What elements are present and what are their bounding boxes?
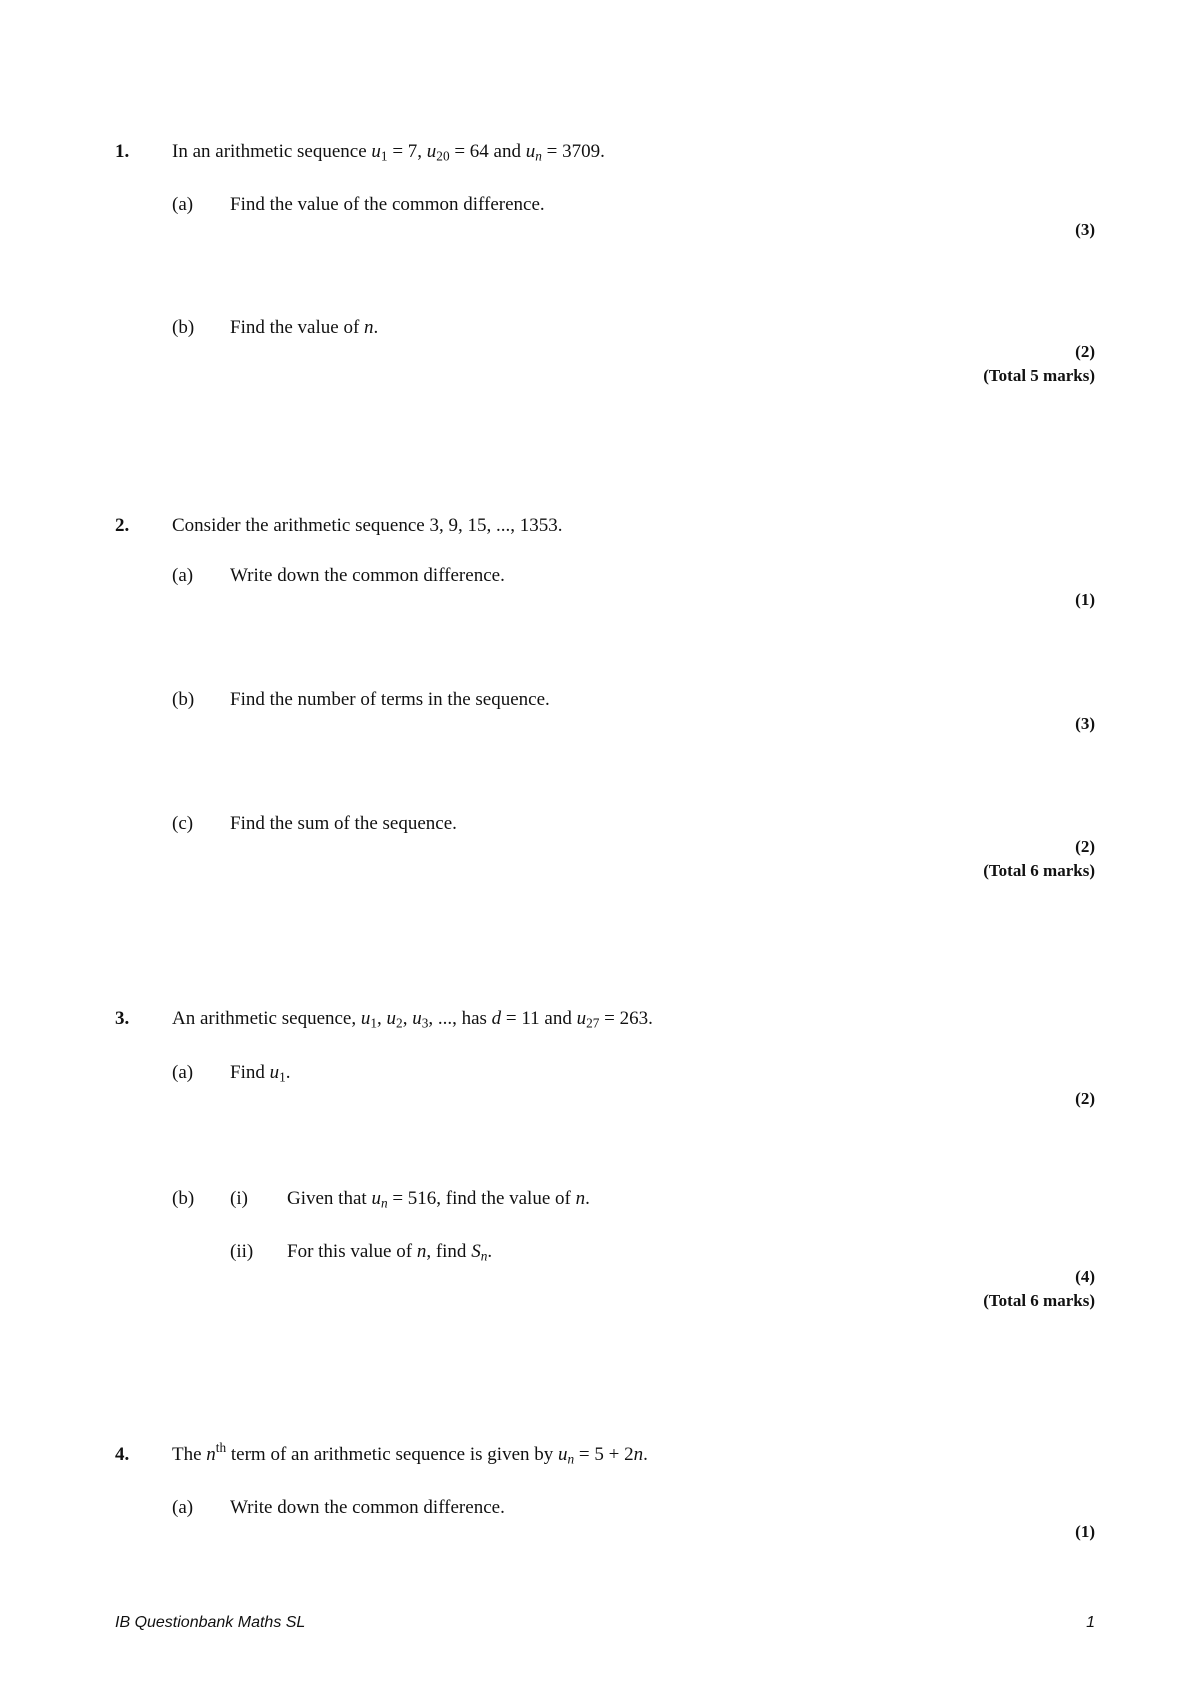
question-2a-text: Write down the common difference.: [230, 565, 505, 586]
question-2c-marks: (2): [1075, 837, 1095, 856]
question-2-total-marks: (Total 6 marks): [983, 861, 1095, 880]
question-1-total-marks: (Total 5 marks): [983, 366, 1095, 385]
question-4a-text: Write down the common difference.: [230, 1497, 505, 1518]
question-2b-text: Find the number of terms in the sequence.: [230, 689, 550, 710]
question-2c-label: (c): [172, 813, 194, 834]
question-3b-ii-label: (ii): [230, 1241, 254, 1262]
question-3b-marks: (4): [1075, 1267, 1095, 1286]
question-3a-label: (a): [172, 1062, 194, 1083]
question-3a-marks: (2): [1075, 1089, 1095, 1108]
question-3-total-marks: (Total 6 marks): [983, 1291, 1095, 1310]
question-1b-label: (b): [172, 317, 195, 338]
question-3a-text: Find $u_1$.: [230, 1062, 291, 1085]
question-1a-text: Find the value of the common difference.: [230, 194, 545, 215]
footer-source: IB Questionbank Maths SL: [115, 1614, 306, 1631]
question-3b-i-label: (i): [230, 1188, 248, 1209]
question-4-stem: The $n^{th}$ term of an arithmetic sequence is given by $u_n = 5 + 2n$.: [172, 1440, 648, 1467]
question-2b-label: (b): [172, 689, 195, 710]
question-4a-label: (a): [172, 1497, 194, 1518]
question-2b-marks: (3): [1075, 714, 1095, 733]
question-3b-i-text: Given that $u_n = 516$, find the value of n.: [287, 1188, 590, 1211]
question-3b-label: (b): [172, 1188, 195, 1209]
question-2-stem: Consider the arithmetic sequence 3, 9, 15, ..., 1353.: [172, 515, 563, 536]
question-1b-text: Find the value of n.: [230, 317, 379, 338]
question-1a-label: (a): [172, 194, 194, 215]
footer-page-number: 1: [1086, 1614, 1095, 1631]
question-3-number: 3.: [115, 1008, 130, 1029]
question-2-number: 2.: [115, 515, 130, 536]
question-1-number: 1.: [115, 141, 130, 162]
question-4-number: 4.: [115, 1444, 130, 1465]
question-1b-marks: (2): [1075, 342, 1095, 361]
question-1a-marks: (3): [1075, 220, 1095, 239]
question-1-stem: In an arithmetic sequence $u_1 = 7$, $u_{20} = 64$ and $u_n = 3709$.: [172, 141, 605, 164]
question-2c-text: Find the sum of the sequence.: [230, 813, 457, 834]
question-2a-marks: (1): [1075, 590, 1095, 609]
question-4a-marks: (1): [1075, 1522, 1095, 1541]
question-3b-ii-text: For this value of n, find $S_n$.: [287, 1241, 493, 1264]
question-2a-label: (a): [172, 565, 194, 586]
question-3-stem: An arithmetic sequence, $u_1$, $u_2$, $u_3$, ..., has d = 11 and $u_{27} = 263$.: [172, 1008, 653, 1031]
